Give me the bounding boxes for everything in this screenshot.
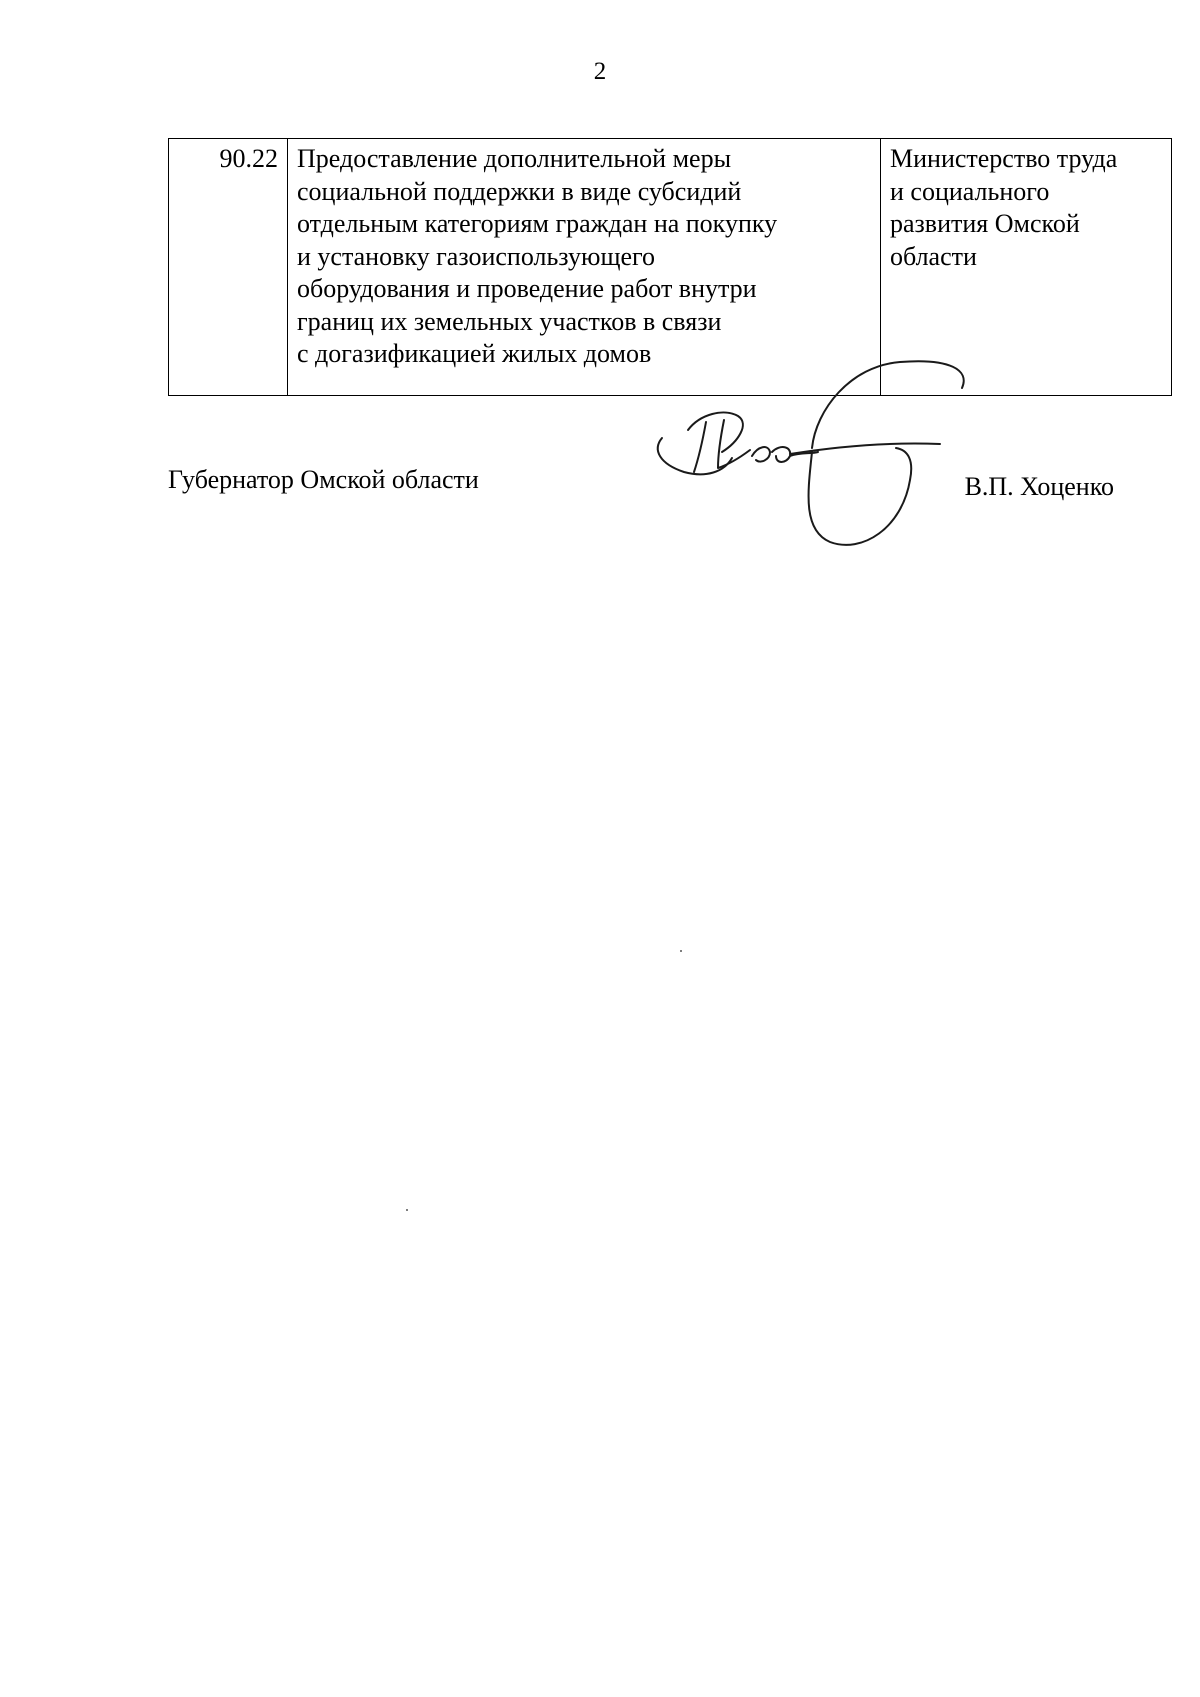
service-line: с догазификацией жилых домов [297, 339, 652, 368]
ministry-line: и социального [890, 176, 1050, 206]
signer-name: В.П. Хоценко [964, 472, 1114, 501]
service-line: и установку газоиспользующего [297, 241, 656, 271]
scan-speck [680, 950, 682, 952]
handwritten-signature-icon [640, 360, 1040, 550]
service-line: отдельным категориям граждан на покупку [297, 209, 778, 238]
ministry-line: области [890, 241, 977, 271]
scan-speck [406, 1209, 408, 1211]
service-description-cell [288, 139, 881, 396]
table-row [169, 139, 1172, 396]
registry-table [168, 138, 1172, 396]
service-line: границ их земельных участков в связи [297, 306, 722, 336]
row-number-cell: 90.22 [169, 139, 288, 396]
service-line: социальной поддержки в виде субсидий [297, 176, 742, 206]
service-line: Предоставление дополнительной меры [297, 144, 732, 173]
ministry-line: развития Омской [890, 209, 1080, 238]
service-line: оборудования и проведение работ внутри [297, 274, 757, 303]
page-number: 2 [593, 58, 607, 85]
ministry-cell [881, 139, 1172, 396]
ministry-line: Министерство труда [890, 144, 1118, 173]
signer-title: Губернатор Омской области [168, 465, 479, 494]
